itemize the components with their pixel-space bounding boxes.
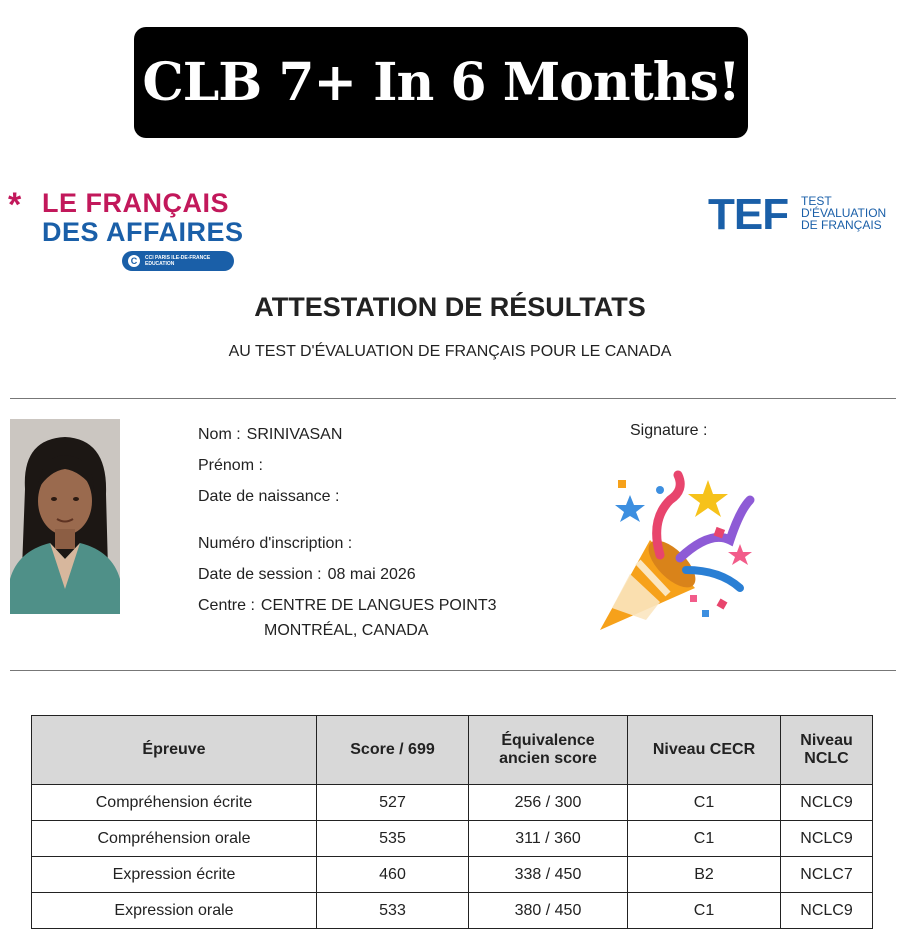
centre-value-line2: MONTRÉAL, CANADA bbox=[264, 622, 429, 639]
table-row bbox=[32, 857, 873, 893]
cci-education-badge bbox=[122, 251, 234, 271]
table-row bbox=[32, 893, 873, 929]
header-equivalence: Équivalence ancien score bbox=[469, 716, 628, 785]
session-label: Date de session : bbox=[198, 566, 322, 583]
naissance-row bbox=[198, 488, 351, 506]
cell-epreuve: Compréhension écrite bbox=[32, 785, 317, 821]
centre-label: Centre : bbox=[198, 597, 255, 614]
cell-cecr: C1 bbox=[628, 785, 781, 821]
cell-score: 460 bbox=[317, 857, 469, 893]
inscription-row bbox=[198, 535, 364, 553]
cell-nclc: NCLC9 bbox=[781, 785, 873, 821]
cell-score: 533 bbox=[317, 893, 469, 929]
logo-line-2: DES AFFAIRES bbox=[42, 217, 244, 247]
prenom-label: Prénom : bbox=[198, 457, 263, 474]
header-score: Score / 699 bbox=[317, 716, 469, 785]
le-francais-des-affaires-logo bbox=[8, 188, 248, 278]
cci-badge-text: CCI PARIS ILE-DE-FRANCE EDUCATION bbox=[145, 255, 211, 267]
cell-equivalence: 338 / 450 bbox=[469, 857, 628, 893]
cell-nclc: NCLC7 bbox=[781, 857, 873, 893]
cell-score: 527 bbox=[317, 785, 469, 821]
tef-tagline: TEST D'ÉVALUATION DE FRANÇAIS bbox=[801, 194, 887, 232]
prenom-row bbox=[198, 457, 275, 475]
cell-nclc: NCLC9 bbox=[781, 893, 873, 929]
signature-label: Signature : bbox=[630, 422, 708, 439]
cell-cecr: C1 bbox=[628, 821, 781, 857]
header-niveau-cecr: Niveau CECR bbox=[628, 716, 781, 785]
logo-line-1: LE FRANÇAIS bbox=[42, 188, 229, 218]
cell-cecr: C1 bbox=[628, 893, 781, 929]
centre-row-2 bbox=[264, 622, 434, 640]
tef-logo bbox=[708, 190, 898, 240]
cci-icon: C bbox=[128, 255, 140, 267]
cell-equivalence: 256 / 300 bbox=[469, 785, 628, 821]
table-row bbox=[32, 785, 873, 821]
document-title: ATTESTATION DE RÉSULTATS bbox=[254, 292, 646, 322]
cell-equivalence: 311 / 360 bbox=[469, 821, 628, 857]
candidate-photo bbox=[10, 419, 120, 614]
nom-row bbox=[198, 426, 348, 444]
cell-epreuve: Expression orale bbox=[32, 893, 317, 929]
session-value: 08 mai 2026 bbox=[327, 566, 416, 583]
inscription-label: Numéro d'inscription : bbox=[198, 535, 353, 552]
header-epreuve: Épreuve bbox=[32, 716, 317, 785]
nom-label: Nom : bbox=[198, 426, 241, 443]
asterisk-icon: * bbox=[8, 186, 22, 224]
divider-bottom bbox=[10, 670, 896, 671]
nom-value: SRINIVASAN bbox=[246, 426, 343, 443]
header-niveau-nclc: Niveau NCLC bbox=[781, 716, 873, 785]
results-header-row bbox=[32, 716, 873, 785]
naissance-label: Date de naissance : bbox=[198, 488, 340, 505]
party-popper-icon bbox=[590, 470, 760, 640]
cell-equivalence: 380 / 450 bbox=[469, 893, 628, 929]
cell-nclc: NCLC9 bbox=[781, 821, 873, 857]
table-row bbox=[32, 821, 873, 857]
cell-epreuve: Compréhension orale bbox=[32, 821, 317, 857]
centre-value-line1: CENTRE DE LANGUES POINT3 bbox=[260, 597, 497, 614]
cell-cecr: B2 bbox=[628, 857, 781, 893]
tef-wordmark: TEF bbox=[708, 190, 789, 239]
document-subtitle: AU TEST D'ÉVALUATION DE FRANÇAIS POUR LE CANADA bbox=[228, 343, 672, 360]
cell-score: 535 bbox=[317, 821, 469, 857]
centre-row bbox=[198, 597, 503, 615]
headline-banner bbox=[134, 27, 748, 138]
results-table bbox=[31, 715, 873, 929]
session-row bbox=[198, 566, 422, 584]
headline-text: CLB 7+ In 6 Months! bbox=[142, 52, 740, 113]
cell-epreuve: Expression écrite bbox=[32, 857, 317, 893]
divider-top bbox=[10, 398, 896, 399]
